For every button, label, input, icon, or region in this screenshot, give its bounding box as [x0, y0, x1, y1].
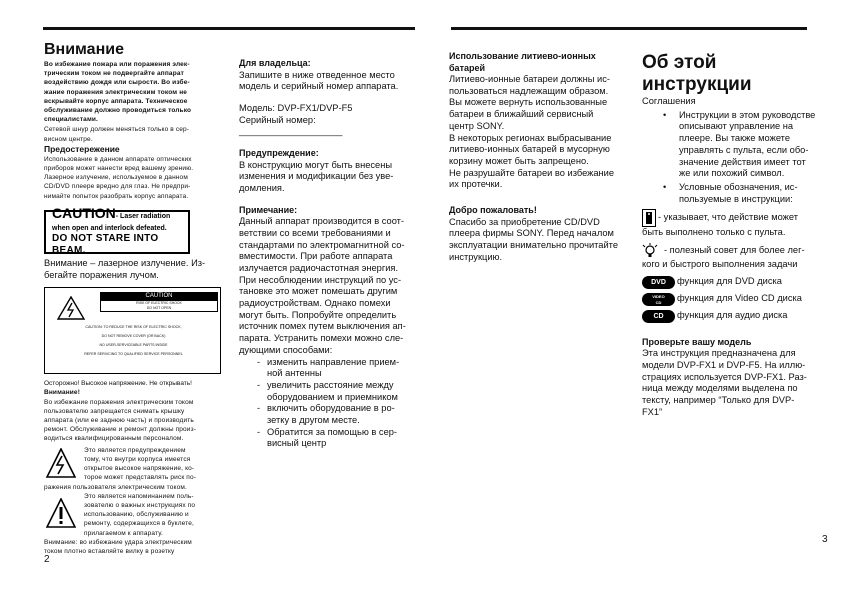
- caution-line2: when open and interlock defeated.: [52, 225, 167, 233]
- note-line: Данный аппарат производится в соот-: [239, 216, 405, 227]
- caution-word: CAUTION: [52, 205, 116, 222]
- remote-text2: быть выполнено только с пульта.: [642, 227, 786, 238]
- page-number-left: 2: [44, 554, 50, 565]
- warn-line: жание поражения электрическим током не: [44, 88, 188, 96]
- battery-heading-line: Использование литиево-ионных: [449, 51, 596, 61]
- laser-warning: [44, 258, 230, 281]
- note-line: радиоустройствам. Однако помехи: [239, 298, 391, 309]
- list-item: [642, 182, 820, 205]
- battery-line: Не разрушайте батареи во избежание: [449, 167, 615, 178]
- label-header: [100, 292, 218, 312]
- warning-line: изменения и модификации без уве-: [239, 171, 394, 182]
- note-line: вместимости. При работе аппарата: [239, 251, 393, 262]
- label-lines: [49, 325, 218, 361]
- fire-warning: [44, 60, 230, 124]
- label-line: NO USER-SERVICEABLE PARTS INSIDE: [99, 343, 168, 348]
- shock-note: Осторожно! Высокое напряжение. Не открывать!: [44, 380, 192, 388]
- note-line: При несоблюдении инструкций по ус-: [239, 274, 402, 285]
- vcd-badge-icon: [642, 293, 675, 306]
- bolt-line: Это является предупреждением: [84, 446, 186, 454]
- vcd-convention: [642, 293, 820, 306]
- note-line: стандартами по электромагнитной со-: [239, 239, 405, 250]
- item-line: плеере. Вы также можете: [679, 133, 790, 144]
- warn-line: обслуживание должно проводиться только: [44, 107, 192, 115]
- note-text: [239, 216, 419, 356]
- caution-line: Лазерное излучение, используемое в данном: [44, 174, 188, 182]
- laser-line: Внимание – лазерное излучение. Из-: [44, 257, 206, 268]
- item-line: • Инструкции в этом руководстве: [679, 109, 816, 120]
- note-line: тановке это может помешать другим: [239, 286, 398, 297]
- note-line: могут быть. Попробуйте определить: [239, 309, 397, 320]
- caution-line: приборов может нанести вред вашему зрению.: [44, 165, 194, 173]
- laser-caution-label: [44, 205, 190, 257]
- lightning-triangle-icon: [46, 448, 76, 478]
- item-line: управлять с пульта, если обо-: [679, 144, 809, 155]
- check-heading: Проверьте вашу модель: [642, 336, 752, 347]
- welcome-heading: Добро пожаловать!: [449, 205, 537, 216]
- cord-line: висном центре.: [44, 135, 93, 143]
- cd-badge-icon: CD: [642, 310, 675, 323]
- caution-line3: DO NOT STARE INTO BEAM.: [52, 233, 159, 257]
- page-number-right: 3: [822, 534, 828, 545]
- list-item: [239, 427, 419, 450]
- attention-line: водиться квалифицированным персоналом.: [44, 435, 184, 443]
- owner-line: Запишите в ниже отведенное место: [239, 69, 395, 80]
- attention-line: Во избежание поражения электрическим током: [44, 398, 194, 406]
- column-owner: [239, 58, 419, 450]
- dvd-convention: [642, 276, 820, 289]
- cord-note: [44, 125, 230, 143]
- bolt-line: торое может представлять риск по-: [84, 474, 197, 482]
- check-line: страциях используется DVP-FX1. Раз-: [642, 371, 807, 382]
- vcd-badge-bot: CD: [655, 299, 662, 305]
- list-item: [239, 357, 419, 380]
- caution-line: CD/DVD плеере вредно для глаз. Не предпри-: [44, 183, 191, 191]
- lightning-warning-icon: [57, 296, 85, 320]
- owner-heading: Для владельца:: [239, 58, 311, 68]
- excl-line: зователю о важных инструкциях по: [84, 502, 196, 510]
- page-title: Внимание: [44, 41, 124, 58]
- column-about: [642, 52, 820, 418]
- bolt-line: открытое высокое напряжение, ко-: [84, 465, 195, 473]
- note-line: парата. Устранить помехи можно сле-: [239, 333, 404, 344]
- lightning-explanation: [44, 446, 230, 483]
- item-line: значение действия имеет тот: [679, 156, 806, 167]
- battery-line: В некоторых регионах выбрасывание: [449, 132, 612, 143]
- item-line: - увеличить расстояние между: [267, 379, 394, 390]
- welcome-text: [449, 217, 635, 264]
- attention-text: [44, 398, 230, 444]
- battery-line: Литиево-ионные батареи должны ис-: [449, 74, 610, 84]
- remote-convention: [642, 209, 820, 239]
- vcd-func-text: функция для Video CD диска: [677, 293, 802, 304]
- list-item: [642, 110, 820, 180]
- bolt-line: тому, что внутри корпуса имеется: [84, 455, 191, 463]
- warning-line: домления.: [239, 182, 285, 193]
- remote-control-icon: [642, 209, 656, 227]
- list-item: [239, 380, 419, 403]
- conventions-list: [642, 110, 820, 206]
- excl-line: ремонту, содержащихся в буклете,: [84, 520, 194, 528]
- battery-line: корзину может быть запрещено.: [449, 155, 589, 166]
- cord-line: Сетевой шнур должен меняться только в сер-: [44, 126, 190, 134]
- exclamation-explanation: [44, 492, 230, 538]
- caution-heading: Предостережение: [44, 143, 120, 154]
- note-line: дующими способами:: [239, 344, 333, 355]
- note-line: ветствии со всеми требованиями и: [239, 227, 391, 238]
- tip-text2: кого и быстрого выполнения задачи: [642, 259, 798, 270]
- welcome-line: эксплуатации внимательно прочитайте: [449, 239, 618, 250]
- label-sub2: DO NOT OPEN: [146, 306, 172, 311]
- item-line: же или похожий символ.: [679, 168, 785, 179]
- attention-line: пользователю запрещается снимать крышку: [44, 407, 185, 415]
- welcome-line: инструкцию.: [449, 251, 503, 262]
- warn-line: специалистами.: [44, 116, 99, 124]
- column-warning: [44, 40, 230, 556]
- cd-func-text: функция для аудио диска: [677, 310, 788, 321]
- lightning-icon-cell: [44, 446, 84, 483]
- battery-line: центр SONY.: [449, 120, 505, 131]
- battery-line: литиево-ионных батарей в мусорную: [449, 144, 610, 155]
- caution-text: [44, 155, 230, 201]
- column-battery: [449, 51, 635, 263]
- welcome-line: Спасибо за приобретение CD/DVD: [449, 216, 600, 227]
- check-line: ница между моделями выделена по: [642, 383, 798, 394]
- item-line: пользуемые в инструкции:: [679, 193, 793, 204]
- battery-heading: [449, 51, 635, 74]
- attention-heading: Внимание!: [44, 389, 81, 397]
- note-line: источник помех путем выключения ап-: [239, 321, 406, 332]
- caution-line: нимайте попыток разобрать корпус аппарата.: [44, 192, 189, 200]
- section-title: Об этой инструкции: [642, 52, 752, 95]
- check-line: Эта инструкция предназначена для: [642, 348, 796, 359]
- item-line: - включить оборудование в ро-: [267, 403, 395, 414]
- battery-line: их протечки.: [449, 179, 503, 190]
- tip-convention: [642, 243, 820, 271]
- excl-line: Это является напоминанием поль-: [84, 492, 194, 500]
- laser-line: бегайте поражения лучом.: [44, 269, 159, 280]
- warn-line: воздействию дождя или сырости. Во избе-: [44, 79, 190, 87]
- battery-heading-line: батарей: [449, 62, 486, 73]
- plug-line: током плотно вставляйте вилку в розетку: [44, 548, 175, 556]
- label-line: DO NOT REMOVE COVER (OR BACK): [101, 334, 166, 339]
- label-tag: CAUTION: [100, 292, 218, 300]
- check-line: модели DVP-FX1 и DVP-F5. На иллю-: [642, 359, 806, 370]
- welcome-line: плеера фирмы SONY. Перед началом: [449, 228, 614, 239]
- check-line: тексту, например “Только для DVP-: [642, 395, 795, 406]
- check-line: FX1”: [642, 406, 663, 417]
- plug-note: [44, 538, 230, 556]
- check-text: [642, 348, 820, 418]
- excl-line: прилагаемом к аппарату.: [84, 529, 163, 537]
- dvd-func-text: функция для DVD диска: [677, 276, 782, 287]
- serial-line: Серийный номер: ____________________: [239, 114, 343, 137]
- vcd-badge-top: VIDEO: [652, 293, 665, 299]
- note-line: излучается радиочастотная энергия.: [239, 262, 399, 273]
- excl-line: использованию, обслуживанию и: [84, 511, 189, 519]
- label-sub: [100, 300, 218, 312]
- item-line: • Условные обозначения, ис-: [679, 181, 798, 192]
- warn-line: вскрывайте корпус аппарата. Техническое: [44, 97, 188, 105]
- battery-text: [449, 74, 635, 191]
- label-sub1: RISK OF ELECTRIC SHOCK: [136, 301, 182, 306]
- shock-caution-label: [44, 287, 221, 374]
- item-line: зетку в другом месте.: [267, 415, 360, 426]
- item-line: висный центр: [267, 438, 327, 449]
- caution-line: Использование в данном аппарате оптических: [44, 155, 192, 163]
- battery-line: Вы можете вернуть использованные: [449, 97, 608, 108]
- item-line: - Обратится за помощью в сер-: [267, 426, 398, 437]
- exclamation-triangle-icon: [46, 498, 76, 528]
- item-line: - изменить направление прием-: [267, 356, 400, 367]
- warn-line: трическим током не подвергайте аппарат: [44, 70, 184, 78]
- item-line: описывают управление на: [679, 121, 794, 132]
- remedy-list: [239, 357, 419, 451]
- bolt-tail: ражения пользователя электрическим током.: [44, 483, 187, 491]
- dvd-badge-icon: DVD: [642, 276, 675, 289]
- label-line: REFER SERVICING TO QUALIFIED SERVICE PERSONNEL: [84, 352, 183, 357]
- label-line: CAUTION: TO REDUCE THE RISK OF ELECTRIC SHOCK,: [85, 325, 182, 330]
- cd-convention: [642, 310, 820, 323]
- item-line: оборудованием и приемником: [267, 391, 398, 402]
- caution-suffix: - Laser radiation: [115, 213, 171, 221]
- tip-text: - полезный совет для более лег-: [664, 245, 805, 256]
- list-item: [239, 403, 419, 426]
- top-rule-right: [451, 27, 807, 30]
- battery-line: батареи в ближайший сервисный: [449, 109, 594, 120]
- warning-line: В конструкцию могут быть внесены: [239, 159, 393, 170]
- note-heading: Примечание:: [239, 204, 298, 215]
- exclamation-icon-cell: [44, 492, 84, 538]
- remote-text: - указывает, что действие может: [658, 212, 798, 223]
- plug-line: Внимание: во избежание удара электрическим: [44, 538, 192, 546]
- conventions-label: Соглашения: [642, 96, 696, 106]
- battery-line: пользоваться надлежащим образом.: [449, 85, 609, 96]
- item-line: ной антенны: [267, 368, 322, 379]
- top-rule-left: [43, 27, 415, 30]
- warning-heading: Предупреждение:: [239, 148, 319, 159]
- attention-line: аппарата (или ее заднюю часть) и производить: [44, 417, 194, 425]
- warn-line: Во избежание пожара или поражения элек-: [44, 61, 190, 68]
- owner-line: модель и серийный номер аппарата.: [239, 81, 399, 92]
- model-line: Модель: DVP-FX1/DVP-F5: [239, 102, 353, 113]
- lightbulb-icon: [642, 243, 658, 259]
- attention-line: ремонт. Обслуживание и ремонт должны произ-: [44, 426, 197, 434]
